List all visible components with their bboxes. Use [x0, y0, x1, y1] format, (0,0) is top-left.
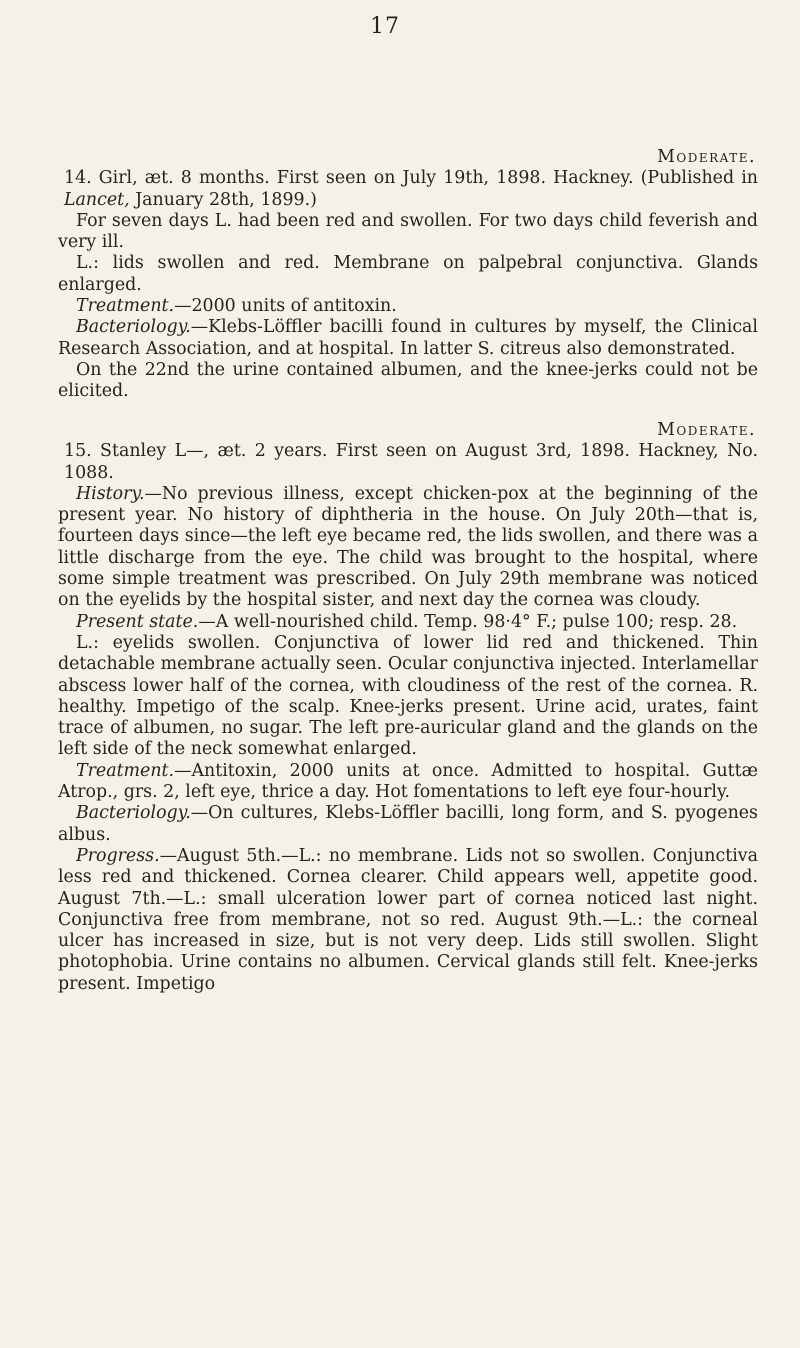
paragraph-label: Treatment. [76, 296, 175, 317]
case-paragraph [58, 211, 758, 254]
case-paragraph [58, 846, 758, 995]
paragraph-text: —On cultures, Klebs-Löffler bacilli, long form, and S. pyogenes albus. [58, 803, 758, 845]
journal-name: Lancet, [64, 189, 130, 210]
paragraph-label: Bacteriology. [76, 317, 191, 338]
case-paragraph [58, 360, 758, 403]
paragraph-text: For seven days L. had been red and swollen. For two days child feverish and very ill. [58, 210, 758, 253]
paragraph-text: —No previous illness, except chicken-pox at the beginning of the present year. No history of diphtheria in the house. On July 20th—that is, fourteen days since—the left eye became red, the lids swollen, and there was a little discharge from the eye. The child was brought to the hospital, where some simple treatment was prescribed. On July 29th membrane was noticed on the eyelids by the hospital sister, and next day the cornea was cloudy. [58, 483, 758, 611]
case-14 [58, 147, 758, 403]
paragraph-text: —A well-nourished child. Temp. 98·4° F.; pulse 100; resp. 28. [198, 611, 738, 632]
case-paragraph [58, 761, 758, 804]
case-heading-text: 14. Girl, æt. 8 months. First seen on July 19th, 1898. Hackney. (Published in [64, 168, 758, 189]
case-paragraph [58, 633, 758, 761]
case-heading [58, 168, 758, 211]
case-paragraph [58, 484, 758, 612]
paragraph-text: —Antitoxin, 2000 units at once. Admitted to hospital. Guttæ Atrop., grs. 2, left eye, thrice a day. Hot fomentations to left eye four-hourly. [58, 760, 758, 803]
paragraph-label: History. [76, 483, 145, 504]
case-paragraph [58, 296, 758, 317]
paragraph-label: Progress. [76, 845, 160, 866]
paragraph-text: L.: eyelids swollen. Conjunctiva of lower lid red and thickened. Thin detachable membrane actually seen. Ocular conjunctiva injected. Interlamellar abscess lower half of the cornea, with cloudiness of the rest of the cornea. R. healthy. Impetigo of the scalp. Knee-jerks present. Urine acid, urates, faint trace of albumen, no sugar. The left pre-auricular gland and the glands on the left side of the neck somewhat enlarged. [58, 632, 758, 760]
paragraph-text: —August 5th.—L.: no membrane. Lids not so swollen. Conjunctiva less red and thickened. Cornea clearer. Child appears well, appetite good. August 7th.—L.: small ulceration lower part of cornea noticed last night. Conjunctiva free from membrane, not so red. August 9th.—L.: the corneal ulcer has increased in size, but is not very deep. Lids still swollen. Slight photophobia. Urine contains no albumen. Cervical glands still felt. Knee-jerks present. Impetigo [58, 845, 758, 994]
paragraph-text: L.: lids swollen and red. Membrane on palpebral conjunctiva. Glands enlarged. [58, 253, 758, 295]
page-number: 17 [370, 14, 400, 39]
paragraph-label: Bacteriology. [76, 803, 191, 824]
case-severity: Moderate. [657, 147, 756, 167]
paragraph-label: Present state. [76, 611, 199, 632]
case-heading-text: 15. Stanley L—, æt. 2 years. First seen on August 3rd, 1898. Hackney, No. 1088. [64, 441, 758, 483]
case-paragraph [58, 253, 758, 296]
paragraph-text: —2000 units of antitoxin. [174, 296, 397, 317]
case-paragraph [58, 803, 758, 846]
case-severity: Moderate. [657, 420, 756, 440]
case-heading [58, 441, 758, 484]
case-paragraph [58, 612, 758, 633]
paragraph-text: —Klebs-Löffler bacilli found in cultures by myself, the Clinical Research Association, and at hospital. In latter S. citreus also demonstrated. [58, 317, 758, 359]
case-heading-tail: January 28th, 1899.) [129, 189, 317, 210]
case-15 [58, 420, 758, 995]
case-paragraph [58, 317, 758, 360]
paragraph-text: On the 22nd the urine contained albumen, and the knee-jerks could not be elicited. [58, 359, 758, 402]
paragraph-label: Treatment. [76, 760, 175, 781]
